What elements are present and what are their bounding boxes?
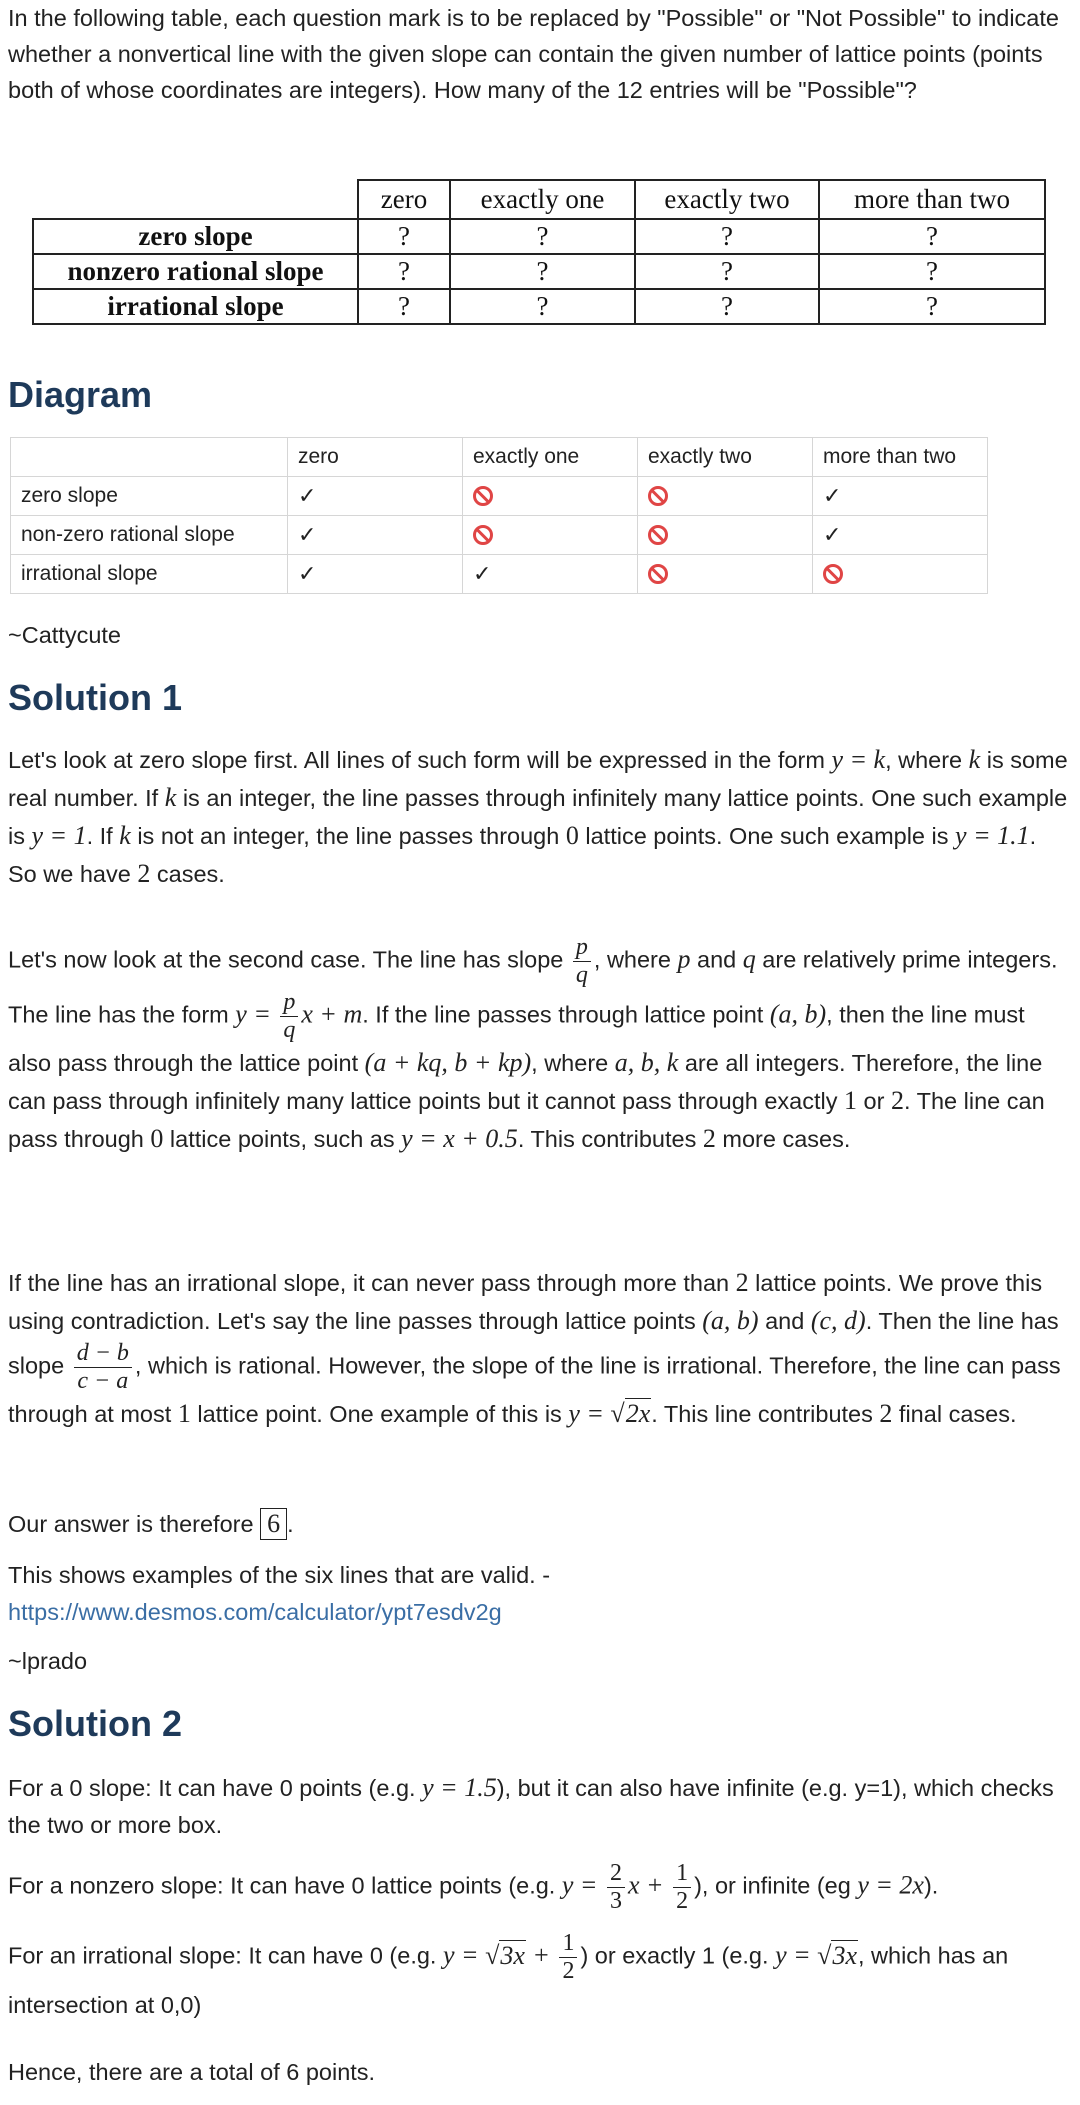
not-possible-cell — [638, 516, 813, 555]
prohibited-icon — [473, 486, 493, 506]
check-icon — [288, 516, 463, 555]
column-header: exactly two — [638, 438, 813, 477]
prohibited-icon — [473, 525, 493, 545]
credit-cattycute: ~Cattycute — [8, 622, 121, 648]
desmos-link[interactable]: https://www.desmos.com/calculator/ypt7esdv2g — [8, 1599, 502, 1625]
question-table — [32, 179, 1046, 325]
check-icon: ✓ — [823, 483, 842, 508]
fraction-p-over-q: $\frac{p}{q}$ — [573, 934, 591, 989]
check-icon: ✓ — [298, 561, 317, 586]
solution-2-paragraph-2: For a nonzero slope: It can have 0 lattice points (e.g. y = $\frac{2}{3}$ x + $\frac{1}{2}$ ), or infinite (eg y = 2x). — [8, 1860, 939, 1914]
table-cell: ? — [450, 254, 635, 289]
not-possible-cell — [638, 477, 813, 516]
row-header: irrational slope — [33, 289, 358, 324]
column-header: more than two — [813, 438, 988, 477]
table-row — [11, 477, 988, 516]
fraction-one-half: $\frac{1}{2}$ — [559, 1930, 577, 1985]
table-cell: ? — [358, 254, 450, 289]
fraction-slope: $\frac{d - b}{c - a}$ — [74, 1340, 132, 1395]
square-root: √2x — [610, 1399, 651, 1428]
not-possible-cell — [638, 555, 813, 594]
check-icon: ✓ — [298, 483, 317, 508]
problem-statement: In the following table, each question mark is to be replaced by "Possible" or "Not Possible" to indicate whether a nonvertical line with the given slope can contain the given number of lattice points (points both of whose coordinates are integers). How many of the 12 entries will be "Possible"? — [8, 5, 1059, 103]
not-possible-cell — [463, 516, 638, 555]
solution-1-heading: Solution 1 — [8, 677, 182, 718]
diagram-table — [10, 437, 988, 594]
column-header: exactly one — [450, 180, 635, 219]
solution-1-paragraph-1: Let's look at zero slope first. All lines of such form will be expressed in the form y = k, where k is some real number. If k is an integer, the line passes through infinitely many lattice points. One such example is y = 1. If k is not an integer, the line passes through 0 lattice points. One such example is y = 1.1. So we have 2 cases. — [8, 745, 1068, 888]
table-row — [33, 289, 1045, 324]
check-icon: ✓ — [298, 522, 317, 547]
table-cell: ? — [358, 219, 450, 254]
table-row — [11, 516, 988, 555]
table-cell: ? — [450, 289, 635, 324]
check-icon — [813, 516, 988, 555]
table-cell: ? — [358, 289, 450, 324]
credit-lprado: ~lprado — [8, 1648, 88, 1674]
column-header: zero — [288, 438, 463, 477]
prohibited-icon — [648, 486, 668, 506]
fraction-two-thirds: $\frac{2}{3}$ — [607, 1860, 625, 1915]
prohibited-icon — [648, 564, 668, 584]
not-possible-cell — [463, 477, 638, 516]
solution-2-heading: Solution 2 — [8, 1703, 182, 1744]
check-icon — [288, 555, 463, 594]
not-possible-cell — [813, 555, 988, 594]
table-cell: ? — [450, 219, 635, 254]
table-cell: ? — [635, 289, 819, 324]
table-corner — [11, 438, 288, 477]
row-header: zero slope — [11, 477, 288, 516]
check-icon — [463, 555, 638, 594]
row-header: irrational slope — [11, 555, 288, 594]
fraction-one-half: $\frac{1}{2}$ — [673, 1860, 691, 1915]
solution-1-paragraph-2: Let's now look at the second case. The line has slope $\frac{p}{q}$ , where p and q are relatively prime integers. The line has the form y = $\frac{p}{q}$ x + m. If the line passes through lattice point (a, b), then the line must also pass through the lattice point (a + kq, b + kp), where a, b, k are all integers. Therefore, the line can pass through infinitely many lattice points but it cannot pass through exactly 1 or 2. The line can pass through 0 lattice points, such as y = x + 0.5. This contributes 2 more cases. — [8, 934, 1058, 1153]
table-cell: ? — [635, 254, 819, 289]
fraction-p-over-q: $\frac{p}{q}$ — [280, 989, 298, 1044]
boxed-answer: 6 — [260, 1508, 287, 1540]
check-icon — [288, 477, 463, 516]
table-row — [33, 219, 1045, 254]
conclusion: Hence, there are a total of 6 points. — [8, 2059, 376, 2085]
check-icon — [813, 477, 988, 516]
table-cell: ? — [819, 289, 1045, 324]
prohibited-icon — [648, 525, 668, 545]
solution-2-paragraph-1: For a 0 slope: It can have 0 points (e.g. y = 1.5), but it can also have infinite (e.g. y=1), which checks the two or more box. — [8, 1773, 1054, 1838]
check-icon: ✓ — [473, 561, 492, 586]
column-header: more than two — [819, 180, 1045, 219]
square-root: √3x — [817, 1940, 857, 1970]
solution-1-paragraph-3: If the line has an irrational slope, it can never pass through more than 2 lattice points. We prove this using contradiction. Let's say the line passes through lattice points (a, b) and (c, d). Then the line has slope $\frac{d - b}{c - a}$ , which is rational. However, the slope of the line is irrational. Therefore, the line can pass through at most 1 lattice point. One example of this is y = √2x. This line contributes 2 final cases. — [8, 1264, 1070, 1433]
prohibited-icon — [823, 564, 843, 584]
table-cell: ? — [819, 219, 1045, 254]
row-header: zero slope — [33, 219, 358, 254]
column-header: exactly one — [463, 438, 638, 477]
table-row — [33, 254, 1045, 289]
square-root: √3x — [485, 1940, 525, 1970]
examples-text: This shows examples of the six lines that are valid. - — [8, 1562, 551, 1588]
answer-line: Our answer is therefore 6 . — [8, 1509, 294, 1538]
solution-2-paragraph-3: For an irrational slope: It can have 0 (e.g. y = √3x + $\frac{1}{2}$ ) or exactly 1 (e.g. y = √3x, which has an intersection at 0,0) — [8, 1930, 1009, 2018]
row-header: non-zero rational slope — [11, 516, 288, 555]
table-cell: ? — [635, 219, 819, 254]
check-icon: ✓ — [823, 522, 842, 547]
diagram-heading: Diagram — [8, 374, 153, 415]
row-header: nonzero rational slope — [33, 254, 358, 289]
table-row — [11, 555, 988, 594]
column-header: exactly two — [635, 180, 819, 219]
table-cell: ? — [819, 254, 1045, 289]
table-corner — [33, 180, 358, 219]
column-header: zero — [358, 180, 450, 219]
